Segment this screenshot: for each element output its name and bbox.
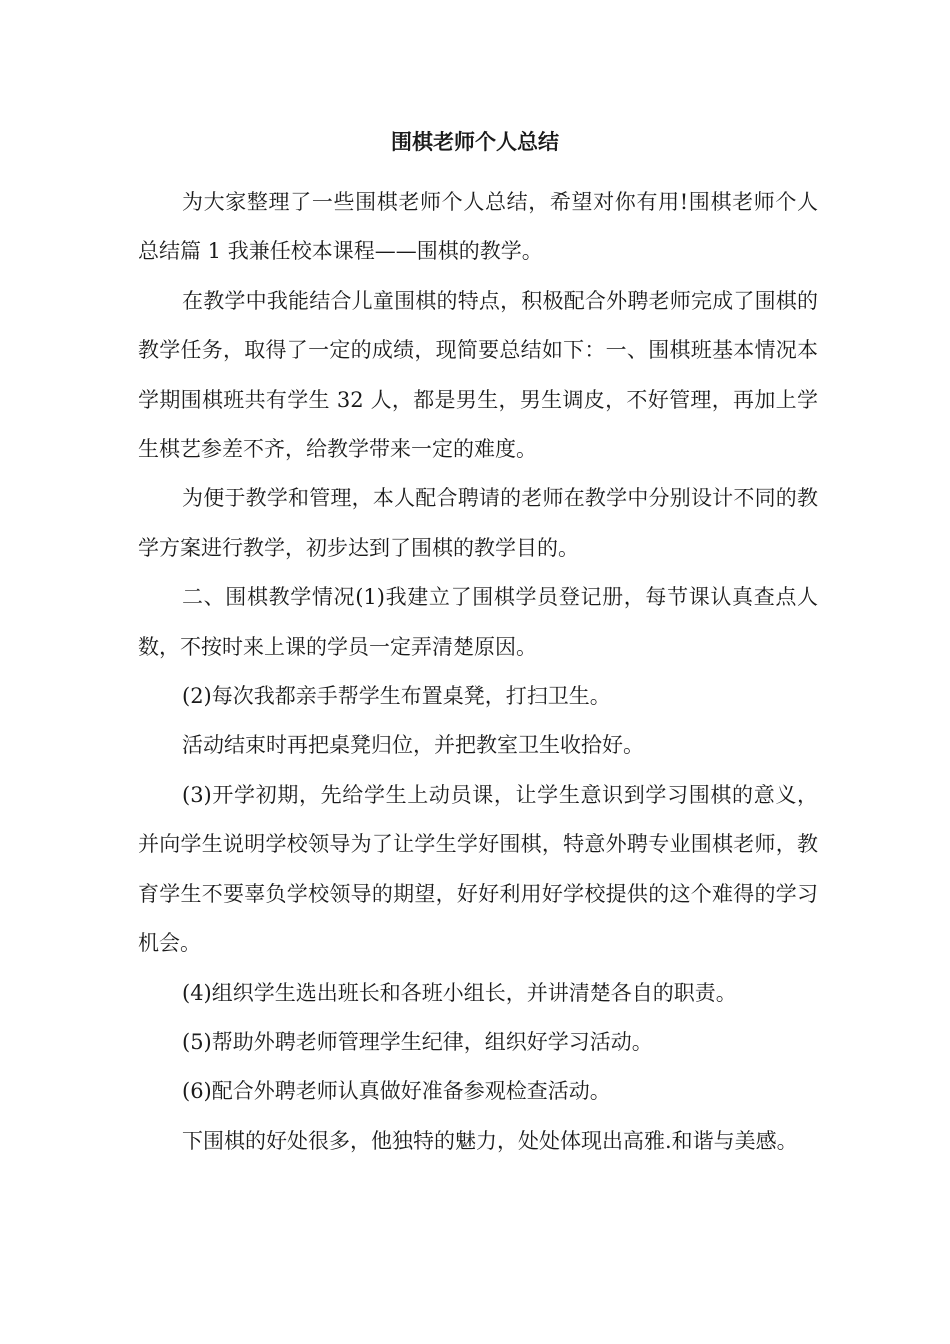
document-body bbox=[138, 178, 818, 1166]
paragraph: 为便于教学和管理，本人配合聘请的老师在教学中分别设计不同的教学方案进行教学，初步达到了围棋的教学目的。 bbox=[138, 486, 818, 560]
paragraph: 下围棋的好处很多，他独特的魅力，处处体现出高雅.和谐与美感。 bbox=[182, 1128, 798, 1153]
paragraph: (2)每次我都亲手帮学生布置桌凳，打扫卫生。 bbox=[182, 684, 611, 709]
paragraph: 二、围棋教学情况(1)我建立了围棋学员登记册，每节课认真查点人数，不按时来上课的学员一定弄清楚原因。 bbox=[138, 585, 818, 659]
paragraph: (4)组织学生选出班长和各班小组长，并讲清楚各自的职责。 bbox=[182, 980, 737, 1005]
document-title: 围棋老师个人总结 bbox=[391, 129, 559, 154]
paragraph: (3)开学初期，先给学生上动员课，让学生意识到学习围棋的意义，并向学生说明学校领导为了让学生学好围棋，特意外聘专业围棋老师，教育学生不要辜负学校领导的期望，好好利用好学校提供的这个难得的学习机会。 bbox=[138, 782, 818, 956]
paragraph: (5)帮助外聘老师管理学生纪律，组织好学习活动。 bbox=[182, 1029, 653, 1054]
paragraph: 活动结束时再把桌凳归位，并把教室卫生收拾好。 bbox=[182, 733, 644, 758]
paragraph: 为大家整理了一些围棋老师个人总结，希望对你有用!围棋老师个人总结篇 1 我兼任校本课程——围棋的教学。 bbox=[138, 190, 818, 264]
paragraph: (6)配合外聘老师认真做好准备参观检查活动。 bbox=[182, 1079, 611, 1104]
paragraph: 在教学中我能结合儿童围棋的特点，积极配合外聘老师完成了围棋的教学任务，取得了一定的成绩，现简要总结如下：一、围棋班基本情况本学期围棋班共有学生 32 人，都是男生，男生调皮，不好管理，再加上学生棋艺参差不齐，给教学带来一定的难度。 bbox=[138, 288, 818, 462]
